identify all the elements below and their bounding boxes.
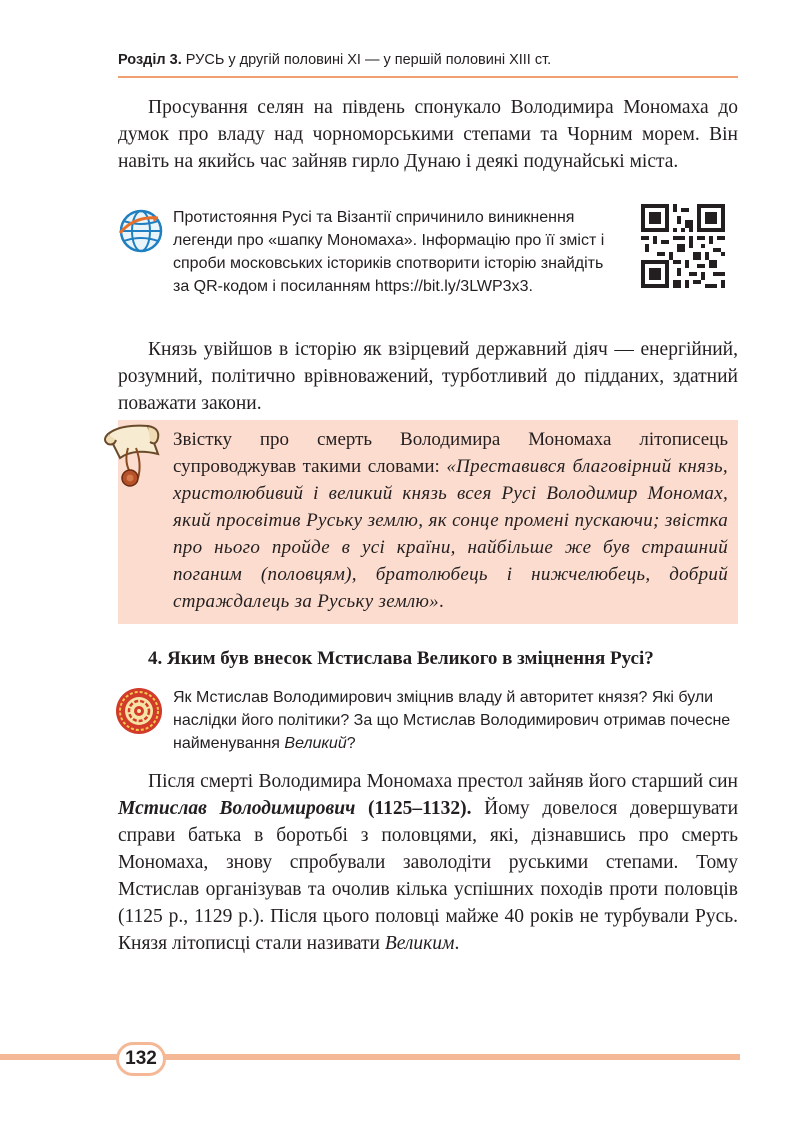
questions-part-1: Як Мстислав Володимирович зміцнив владу й авторитет князя? Які були наслідки його політики? За що Мстислав Володимирович отримав почесне найменування — [173, 689, 731, 752]
page-number: 132 — [125, 1048, 157, 1069]
paragraph-3 — [118, 768, 738, 957]
source-intro: Звістку про смерть Володимира Мономаха літописець супроводжував такими словами: — [173, 429, 728, 477]
info-box-text: Протистояння Русі та Візантії спричинило виникнення легенди про «шапку Мономаха». Інформацію про її зміст і спроби московських істориків спотворити історію знайдіть за QR-кодом і посиланням https://bit.ly/3LWP3x3. — [173, 209, 605, 295]
source-quote — [173, 426, 728, 615]
paragraph-2-text: Князь увійшов в історію як взірцевий державний діяч — енергійний, розумний, політично врівноважений, турботливий до підданих, здатний поважати закони. — [118, 339, 738, 414]
header-divider — [118, 76, 738, 78]
scroll-icon — [100, 418, 170, 498]
page-header — [118, 52, 738, 68]
reign-dates: (1125–1132). — [355, 798, 472, 819]
paragraph-3-part-1: Після смерті Володимира Мономаха престол зайняв його старший син — [148, 771, 738, 792]
questions-italic: Великий — [284, 735, 347, 752]
section-label: Розділ 3. — [118, 52, 182, 68]
paragraph-3-text — [118, 768, 738, 957]
questions-text — [173, 686, 733, 755]
qr-code[interactable] — [641, 204, 725, 288]
paragraph-2 — [118, 336, 738, 417]
paragraph-1-text: Просування селян на південь спонукало Володимира Мономаха до думок про владу над чорноморськими степами та Чорним морем. Він навіть на якийсь час зайняв гирло Дунаю і деякі подунайські міста. — [118, 97, 738, 172]
ornament-icon — [114, 686, 164, 736]
section-title: РУСЬ у другій половині XI — у першій половині XIII ст. — [185, 52, 552, 68]
mstyslav-name: Мстислав Володимирович — [118, 798, 356, 819]
globe-icon — [118, 208, 164, 254]
paragraph-1 — [118, 94, 738, 175]
paragraph-3-part-2: Йому довелося довершувати справи батька в боротьбі з половцями, які, дізнавшись про смерть Мономаха, знову спробували заволодіти руськими степами. Тому Мстислав організував та очолив кілька успішних походів проти половців (1125 р., 1129 р.). Після цього половці майже 40 років не турбували Русь. Князя літописці стали називати — [118, 798, 739, 954]
section-heading: 4. Яким був внесок Мстислава Великого в зміцнення Русі? — [148, 648, 654, 669]
source-end: . — [438, 591, 444, 612]
questions-part-2: ? — [346, 735, 356, 752]
paragraph-3-part-3: . — [454, 933, 460, 954]
paragraph-3-italic: Великим — [384, 933, 455, 954]
footer-bar — [0, 1054, 740, 1060]
chronicle-quote: «Преставився благовірний князь, христолюбивий і великий князь всея Русі Володимир Мономах, який просвітив Руську землю, як сонце промені пускаючи; звістка про нього пройде в усі країни, найбільше же був страшний поганим (половцям), братолюбець і нижчелюбець, добрий страждалець за Руську землю» — [173, 456, 728, 612]
